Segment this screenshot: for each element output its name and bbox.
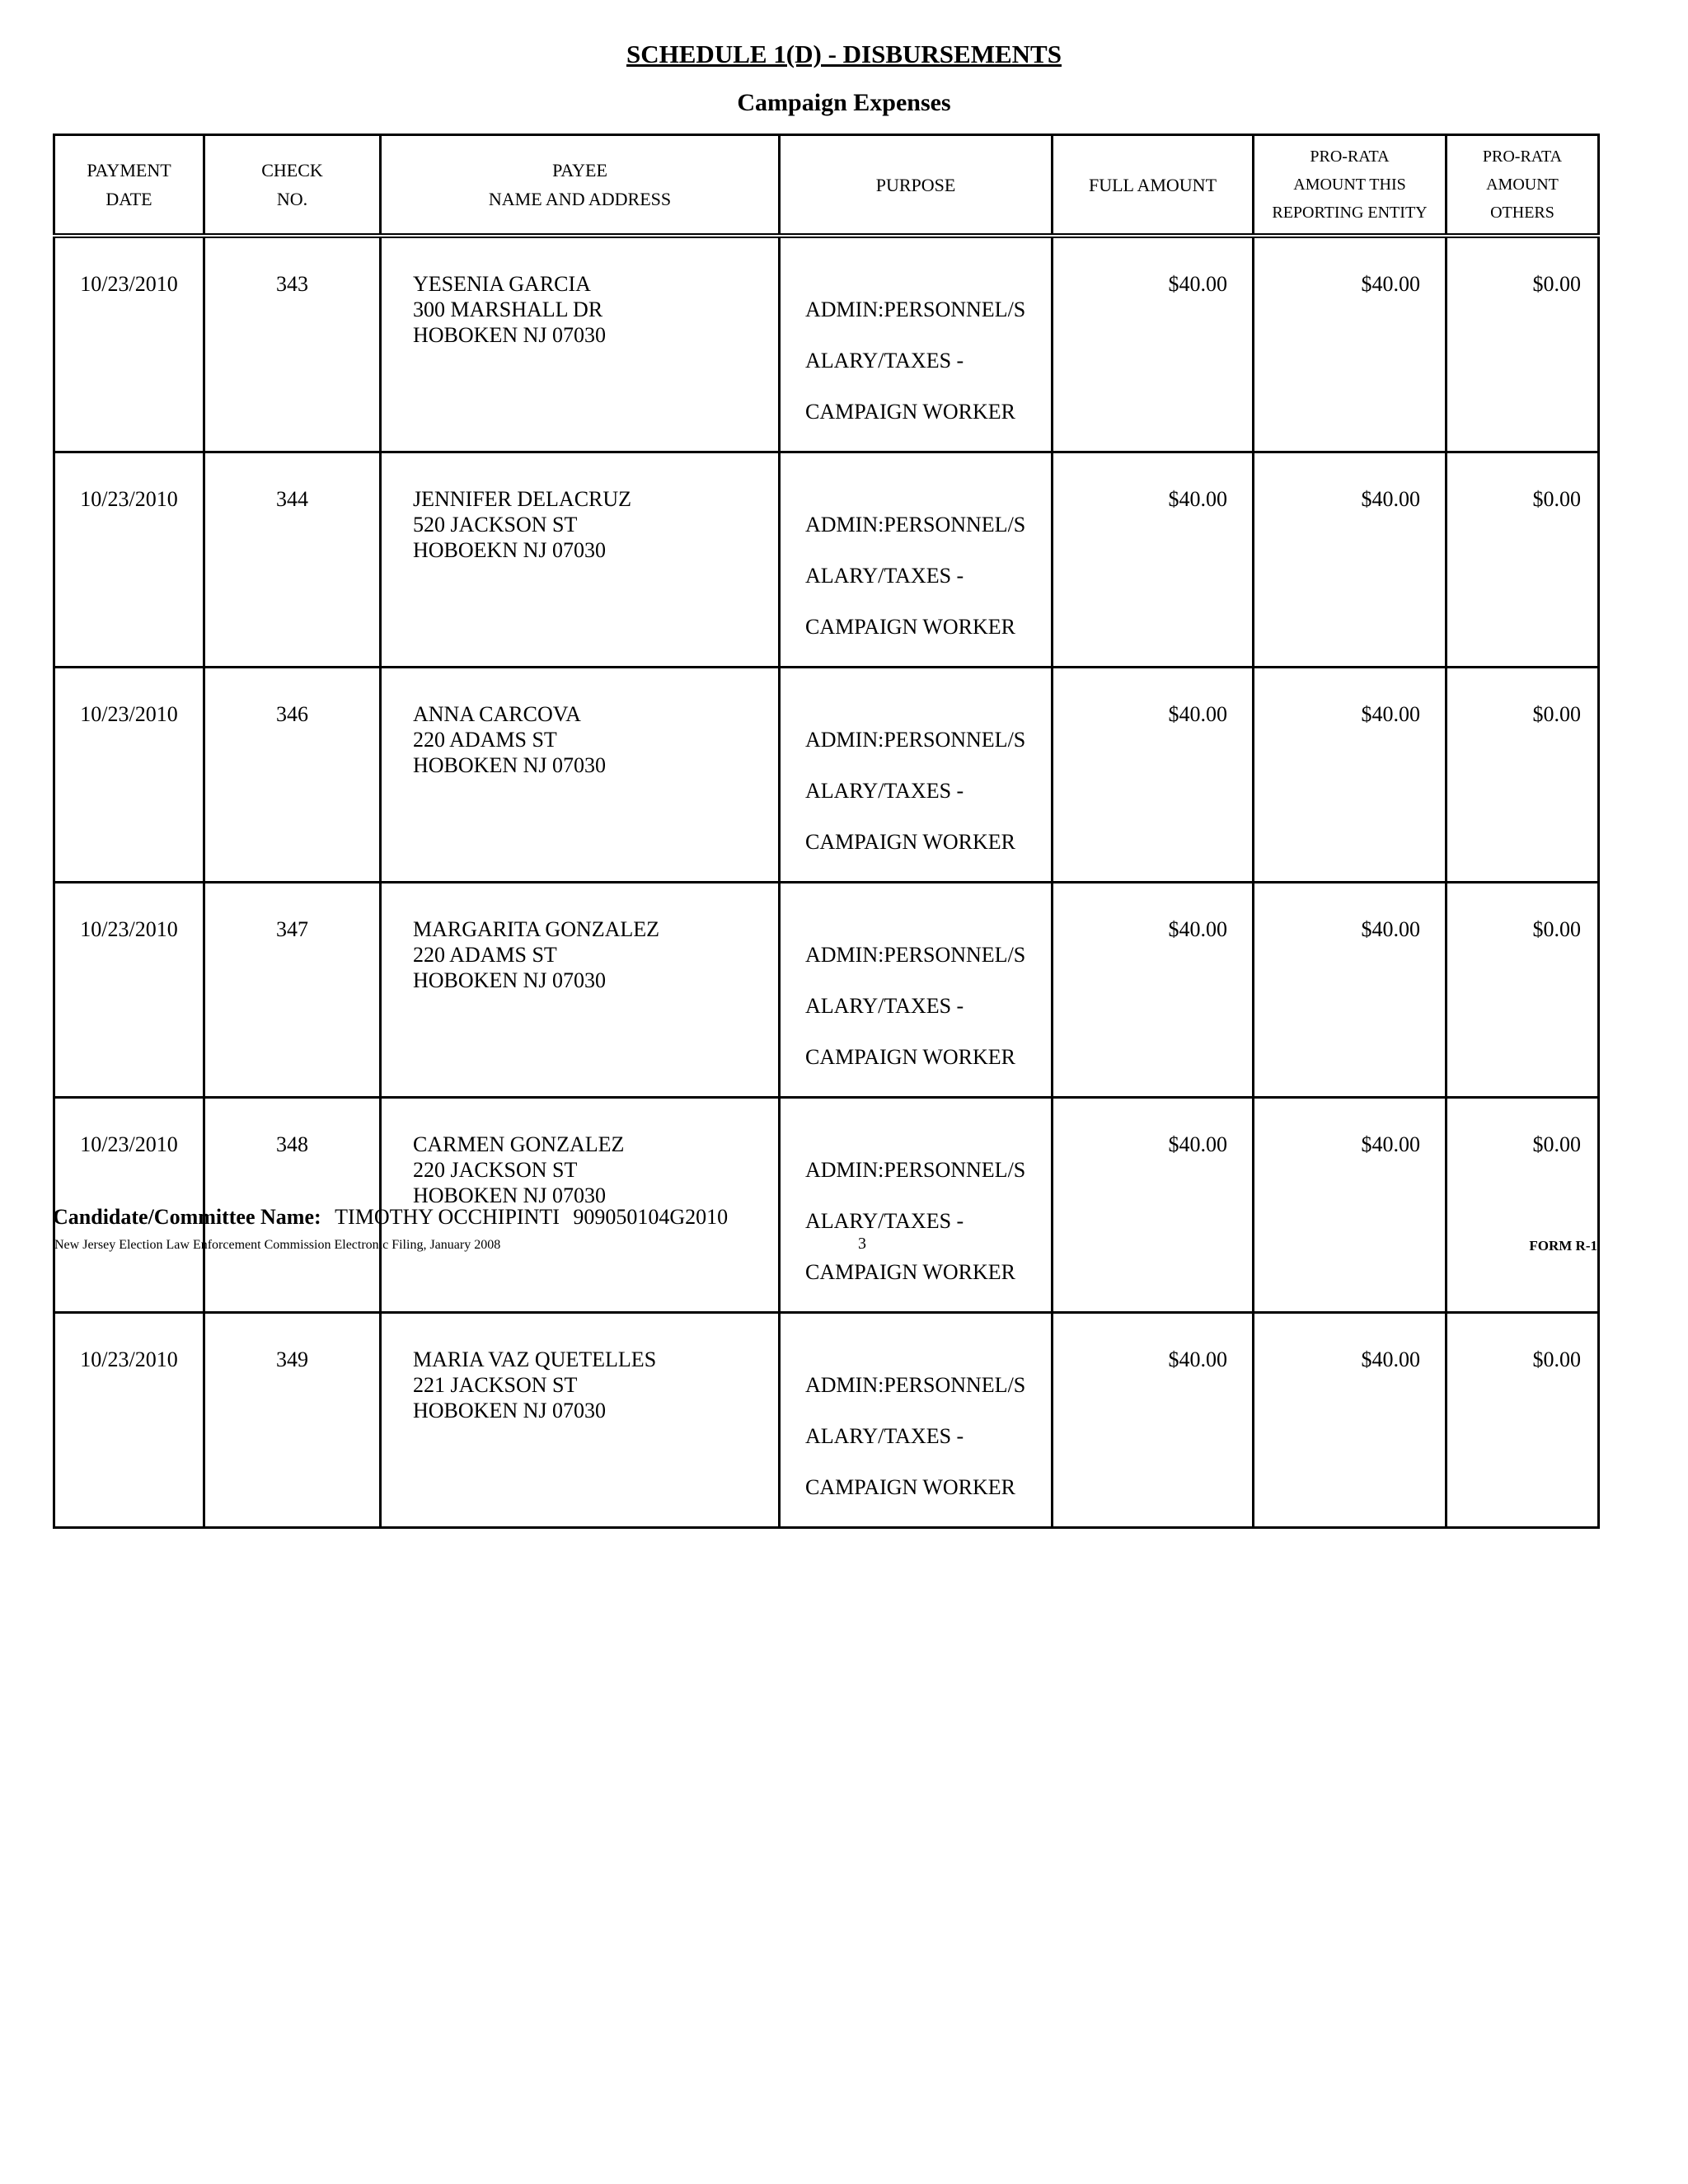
prorata-this-amount: $40.00 (1254, 1313, 1447, 1528)
prorata-others-amount: $0.00 (1447, 1313, 1599, 1528)
payee-city: HOBOKEN NJ 07030 (413, 323, 606, 347)
prorata-this-amount: $40.00 (1254, 236, 1447, 452)
page-number: 3 (858, 1235, 866, 1253)
prorata-others-amount: $0.00 (1447, 883, 1599, 1098)
check-number: 347 (204, 883, 381, 1098)
payee-name: YESENIA GARCIA (413, 272, 591, 296)
prorata-this-amount: $40.00 (1254, 883, 1447, 1098)
prorata-others-amount: $0.00 (1447, 1098, 1599, 1313)
header-payee: PAYEE NAME AND ADDRESS (381, 135, 780, 237)
header-purpose: PURPOSE (780, 135, 1053, 237)
payee-address: 520 JACKSON ST (413, 513, 578, 537)
table-header-row (54, 135, 1599, 237)
full-amount: $40.00 (1053, 1098, 1254, 1313)
payee-address: 221 JACKSON ST (413, 1373, 578, 1397)
header-check-no: CHECK NO. (204, 135, 381, 237)
schedule-subtitle: Campaign Expenses (737, 89, 951, 116)
check-number: 349 (204, 1313, 381, 1528)
payee-city: HOBOKEN NJ 07030 (413, 1183, 606, 1207)
table-row (54, 883, 1599, 1098)
prorata-others-amount: $0.00 (1447, 668, 1599, 883)
check-number: 348 (204, 1098, 381, 1313)
payee-name: ANNA CARCOVA (413, 702, 581, 726)
candidate-id: 909050104G2010 (573, 1205, 729, 1229)
footer-commission-note: New Jersey Election Law Enforcement Commission Electronic Filing, January 2008 (54, 1238, 501, 1252)
table-row (54, 1313, 1599, 1528)
payee-address: 220 JACKSON ST (413, 1158, 578, 1182)
candidate-line (53, 1205, 728, 1230)
header-prorata-others: PRO-RATA AMOUNT OTHERS (1447, 135, 1599, 237)
payee-city: HOBOKEN NJ 07030 (413, 968, 606, 992)
payee-cell (381, 883, 780, 1098)
payee-cell (381, 452, 780, 668)
payee-name: CARMEN GONZALEZ (413, 1132, 625, 1156)
check-number: 343 (204, 236, 381, 452)
candidate-name: TIMOTHY OCCHIPINTI (335, 1205, 560, 1229)
payee-city: HOBOEKN NJ 07030 (413, 538, 606, 562)
table-row (54, 236, 1599, 452)
payee-name: JENNIFER DELACRUZ (413, 487, 632, 511)
disbursements-table (53, 134, 1600, 1529)
payee-cell (381, 668, 780, 883)
table-row (54, 668, 1599, 883)
purpose-cell: ADMIN:PERSONNEL/S ALARY/TAXES - CAMPAIGN WORKER (780, 883, 1053, 1098)
payee-address: 220 ADAMS ST (413, 943, 557, 967)
payee-name: MARGARITA GONZALEZ (413, 917, 660, 941)
payee-name: MARIA VAZ QUETELLES (413, 1347, 657, 1371)
purpose-cell: ADMIN:PERSONNEL/S ALARY/TAXES - CAMPAIGN WORKER (780, 452, 1053, 668)
header-prorata-this: PRO-RATA AMOUNT THIS REPORTING ENTITY (1254, 135, 1447, 237)
payment-date: 10/23/2010 (54, 236, 204, 452)
full-amount: $40.00 (1053, 236, 1254, 452)
purpose-cell: ADMIN:PERSONNEL/S ALARY/TAXES - CAMPAIGN WORKER (780, 1098, 1053, 1313)
payment-date: 10/23/2010 (54, 1313, 204, 1528)
header-full-amount: FULL AMOUNT (1053, 135, 1254, 237)
purpose-cell: ADMIN:PERSONNEL/S ALARY/TAXES - CAMPAIGN WORKER (780, 668, 1053, 883)
payee-cell (381, 236, 780, 452)
full-amount: $40.00 (1053, 883, 1254, 1098)
candidate-label: Candidate/Committee Name: (53, 1205, 321, 1229)
full-amount: $40.00 (1053, 1313, 1254, 1528)
purpose-cell: ADMIN:PERSONNEL/S ALARY/TAXES - CAMPAIGN WORKER (780, 1313, 1053, 1528)
payee-address: 220 ADAMS ST (413, 728, 557, 752)
payment-date: 10/23/2010 (54, 668, 204, 883)
prorata-others-amount: $0.00 (1447, 452, 1599, 668)
payee-city: HOBOKEN NJ 07030 (413, 1399, 606, 1422)
full-amount: $40.00 (1053, 668, 1254, 883)
check-number: 346 (204, 668, 381, 883)
payment-date: 10/23/2010 (54, 452, 204, 668)
full-amount: $40.00 (1053, 452, 1254, 668)
schedule-title: SCHEDULE 1(D) - DISBURSEMENTS (626, 40, 1062, 68)
payment-date: 10/23/2010 (54, 1098, 204, 1313)
check-number: 344 (204, 452, 381, 668)
purpose-cell: ADMIN:PERSONNEL/S ALARY/TAXES - CAMPAIGN WORKER (780, 236, 1053, 452)
table-row (54, 452, 1599, 668)
header-payment-date: PAYMENT DATE (54, 135, 204, 237)
prorata-this-amount: $40.00 (1254, 1098, 1447, 1313)
prorata-others-amount: $0.00 (1447, 236, 1599, 452)
payee-city: HOBOKEN NJ 07030 (413, 753, 606, 777)
payment-date: 10/23/2010 (54, 883, 204, 1098)
payee-cell (381, 1313, 780, 1528)
payee-address: 300 MARSHALL DR (413, 298, 603, 321)
form-id: FORM R-1 (1529, 1238, 1597, 1254)
prorata-this-amount: $40.00 (1254, 452, 1447, 668)
prorata-this-amount: $40.00 (1254, 668, 1447, 883)
